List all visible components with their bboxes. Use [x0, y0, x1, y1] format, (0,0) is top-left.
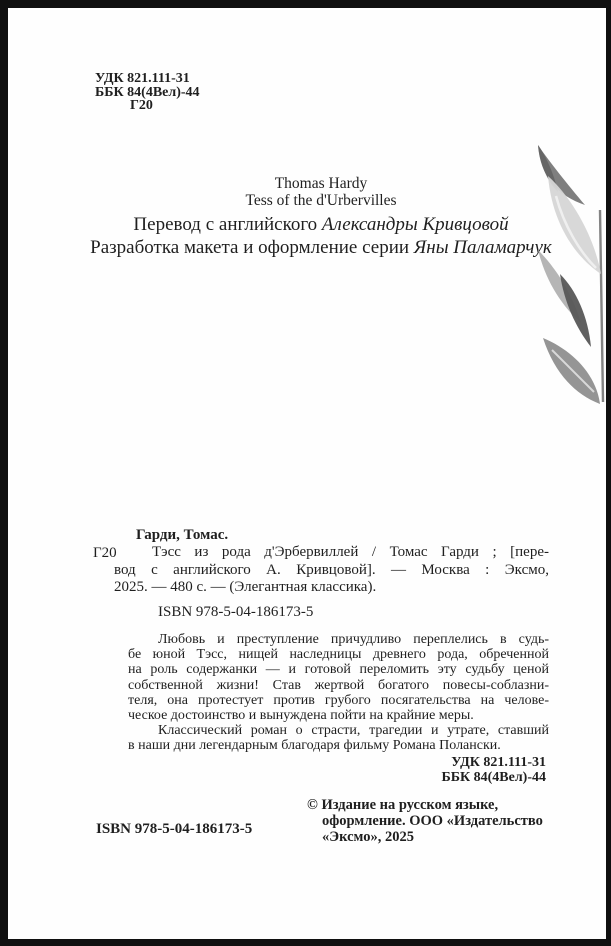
- annotation-line: бе юной Тэсс, нищей наследницы древнего рода, обреченной: [128, 647, 549, 663]
- isbn-catalog: ISBN 978-5-04-186173-5: [158, 604, 314, 620]
- leaf-bottom: [543, 338, 600, 404]
- copyright-line: «Эксмо», 2025: [322, 829, 414, 845]
- annotation-line: собственной жизни! Став жертвой богатого повесы-соблазни-: [128, 677, 549, 693]
- catalog-card: [114, 527, 549, 597]
- original-author: Thomas Hardy: [274, 175, 368, 192]
- isbn-footer: ISBN 978-5-04-186173-5: [96, 821, 253, 837]
- catalog-line: Тэсс из рода д'Эрбервиллей / Томас Гарди ; [пере-: [152, 544, 549, 561]
- copyright-line: оформление. ООО «Издательство: [322, 813, 543, 829]
- designer-name: Яны Паламарчук: [413, 237, 552, 258]
- catalog-line: 2025. — 480 с. — (Элегантная классика).: [114, 579, 377, 596]
- leaf-large-light: [548, 176, 601, 274]
- bbk-code: ББК 84(4Вел)-44: [95, 84, 200, 100]
- annotation: [128, 632, 549, 754]
- annotation-line: ческое достоинство и вынуждена пойти на крайние меры.: [128, 708, 474, 724]
- catalog-author-heading: Гарди, Томас.: [136, 527, 229, 543]
- annotation-line: теля, она протестует против грубого посягательства на челове-: [128, 692, 549, 708]
- top-catalog-codes: [95, 72, 200, 113]
- copyright-line: © Издание на русском языке,: [307, 797, 499, 813]
- udk-code: УДК 821.111-31: [95, 71, 190, 86]
- bbk-code-bottom: ББК 84(4Вел)-44: [441, 770, 546, 786]
- bottom-catalog-codes: [441, 755, 546, 786]
- book-page: [8, 8, 606, 939]
- leaf-branch-illustration: [498, 140, 606, 430]
- catalog-card-code: Г20: [93, 545, 117, 561]
- annotation-line: Любовь и преступление причудливо переплелись в судь-: [158, 632, 549, 647]
- translation-credit-prefix: Перевод с английского: [133, 214, 322, 235]
- copyright-notice: [307, 797, 543, 845]
- leaf-mid-dark: [560, 274, 591, 347]
- annotation-line: в наши дни легендарным благодаря фильму Романа Полански.: [128, 738, 501, 754]
- author-sign: Г20: [130, 98, 153, 114]
- design-credit-prefix: Разработка макета и оформление серии: [90, 237, 414, 258]
- udk-code-bottom: УДК 821.111-31: [451, 755, 546, 770]
- stem: [600, 210, 603, 402]
- catalog-line: вод с английского А. Кривцовой]. — Москва : Эксмо,: [114, 561, 549, 578]
- original-title: Tess of the d'Urbervilles: [245, 192, 397, 209]
- translator-name: Александры Кривцовой: [321, 214, 509, 235]
- annotation-line: Классический роман о страсти, трагедии и утрате, ставший: [158, 723, 549, 739]
- annotation-line: на роль содержанки — и готовой переломить эту судьбу ценой: [128, 662, 549, 678]
